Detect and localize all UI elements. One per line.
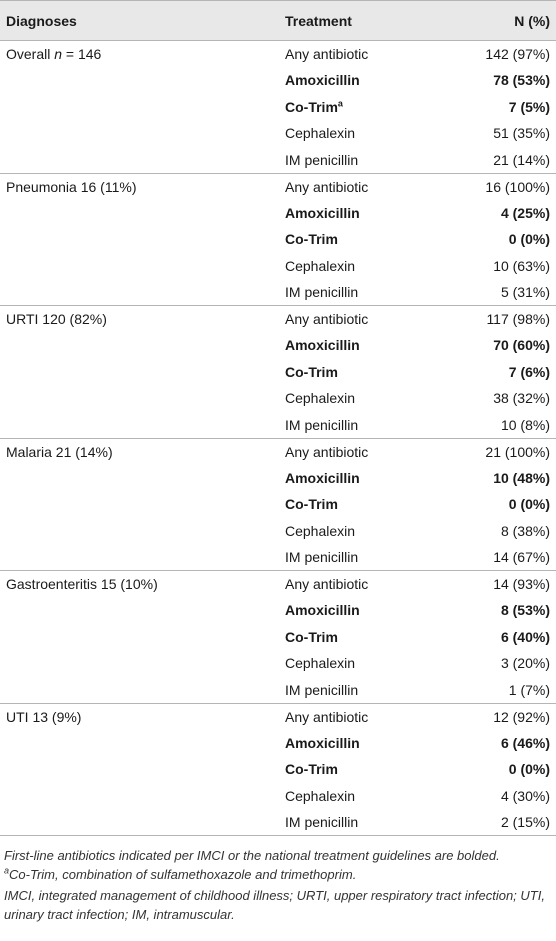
- table-row: [0, 518, 556, 545]
- count-percent-cell: 117 (98%): [486, 311, 550, 327]
- table-row: [0, 173, 556, 200]
- treatment-cell: [279, 465, 454, 492]
- treatment-cell: [279, 809, 454, 836]
- diagnosis-cell: [0, 809, 279, 836]
- treatment-cell: [279, 94, 454, 121]
- diagnosis-cell: [0, 465, 279, 492]
- diagnosis-cell: [0, 571, 279, 598]
- count-percent-cell: 4 (30%): [500, 787, 550, 804]
- table-row: [0, 650, 556, 677]
- treatment-label: IM penicillin: [285, 284, 359, 300]
- treatment-label: Cephalexin: [285, 787, 356, 804]
- treatment-label: Amoxicillin: [285, 337, 360, 354]
- table-row: [0, 41, 556, 68]
- treatment-cell: [279, 173, 454, 200]
- count-percent-cell: 10 (48%): [493, 469, 550, 486]
- treatment-label: Co-Trim: [285, 231, 338, 248]
- table-row: [0, 597, 556, 624]
- treatment-cell: [279, 650, 454, 677]
- count-percent-cell: 14 (67%): [454, 544, 556, 571]
- treatment-cell: [279, 226, 454, 253]
- count-percent-cell: 14 (93%): [493, 576, 550, 592]
- count-percent-cell: 7 (5%): [508, 98, 550, 115]
- diagnosis-cell: [0, 279, 279, 306]
- treatment-label: Any antibiotic: [285, 576, 369, 592]
- treatment-label: Amoxicillin: [285, 734, 360, 751]
- count-percent-cell: 4 (25%): [500, 204, 550, 221]
- table-row: [0, 253, 556, 280]
- count-percent-cell: 21 (100%): [485, 443, 550, 460]
- footnote-co-trim-marker: a: [4, 865, 10, 876]
- count-percent-cell: 6 (40%): [500, 628, 550, 645]
- treatment-label: Cephalexin: [285, 125, 356, 142]
- treatment-cell: [279, 41, 454, 68]
- table-row: [0, 438, 556, 465]
- count-percent-cell: 8 (38%): [500, 522, 550, 539]
- diagnosis-cell: [0, 677, 279, 704]
- count-percent-cell: 3 (20%): [500, 655, 550, 672]
- header-n-percent: N (%): [454, 1, 556, 41]
- treatment-label: Any antibiotic: [285, 443, 369, 460]
- treatment-cell: [279, 306, 454, 333]
- treatment-cell: [279, 677, 454, 704]
- treatment-label: Any antibiotic: [285, 708, 369, 725]
- table-header: [0, 1, 556, 41]
- footnote-co-trim: [4, 865, 550, 884]
- treatment-cell: [279, 571, 454, 598]
- count-percent-cell: 38 (32%): [493, 390, 550, 407]
- count-percent-cell: 70 (60%): [493, 337, 550, 354]
- table-row: [0, 67, 556, 94]
- treatment-label: IM penicillin: [285, 549, 359, 565]
- footnote-bold-note: First-line antibiotics indicated per IMCI or the national treatment guidelines are bolded.: [4, 848, 500, 863]
- diagnosis-cell: [0, 173, 279, 200]
- count-percent-cell: 6 (46%): [500, 734, 550, 751]
- table-row: [0, 94, 556, 121]
- treatment-cell: [279, 200, 454, 227]
- diagnosis-cell: [0, 67, 279, 94]
- diagnosis-cell: [0, 597, 279, 624]
- count-percent-cell: 0 (0%): [508, 761, 550, 778]
- treatment-label: IM penicillin: [285, 814, 359, 830]
- footnote-marker: a: [337, 98, 343, 109]
- diagnosis-cell: [0, 147, 279, 174]
- table-row: [0, 226, 556, 253]
- count-percent-cell: 2 (15%): [454, 809, 556, 836]
- header-row: [0, 1, 556, 41]
- diagnosis-cell: [0, 756, 279, 783]
- treatment-label: Any antibiotic: [285, 46, 369, 62]
- diagnosis-cell: [0, 783, 279, 810]
- count-percent-cell: 78 (53%): [493, 72, 550, 89]
- count-percent-cell: 10 (8%): [454, 412, 556, 439]
- treatment-label: Amoxicillin: [285, 469, 360, 486]
- diagnosis-cell: [0, 226, 279, 253]
- diagnosis-cell: [0, 650, 279, 677]
- table-footnotes: [0, 836, 556, 924]
- treatment-label: Any antibiotic: [285, 311, 369, 327]
- diagnosis-cell: [0, 730, 279, 757]
- table-row: [0, 412, 556, 439]
- diagnosis-label: Gastroenteritis 15 (10%): [6, 576, 158, 592]
- treatment-label: Amoxicillin: [285, 204, 360, 221]
- table-row: [0, 783, 556, 810]
- treatment-label: Co-Trim: [285, 761, 338, 778]
- count-percent-cell: 142 (97%): [485, 46, 550, 62]
- table-row: [0, 359, 556, 386]
- treatment-cell: [279, 438, 454, 465]
- diagnosis-cell: [0, 200, 279, 227]
- table-row: [0, 703, 556, 730]
- treatment-cell: [279, 597, 454, 624]
- table-row: [0, 491, 556, 518]
- diagnosis-label: Pneumonia 16 (11%): [6, 178, 137, 195]
- diagnosis-cell: [0, 624, 279, 651]
- table-row: [0, 571, 556, 598]
- table-row: [0, 756, 556, 783]
- table-row: [0, 809, 556, 836]
- diagnosis-cell: [0, 412, 279, 439]
- diagnosis-cell: [0, 544, 279, 571]
- diagnosis-cell: [0, 359, 279, 386]
- count-percent-cell: 5 (31%): [454, 279, 556, 306]
- diagnosis-cell: [0, 518, 279, 545]
- diagnosis-cell: [0, 703, 279, 730]
- diagnosis-cell: [0, 41, 279, 68]
- diagnosis-label: URTI 120 (82%): [6, 311, 107, 327]
- table-row: [0, 544, 556, 571]
- treatment-cell: [279, 359, 454, 386]
- table-row: [0, 120, 556, 147]
- diagnosis-cell: [0, 306, 279, 333]
- treatment-label: Cephalexin: [285, 655, 356, 672]
- count-percent-cell: 8 (53%): [500, 602, 550, 619]
- count-percent-cell: 21 (14%): [454, 147, 556, 174]
- count-percent-cell: 51 (35%): [493, 125, 550, 142]
- treatment-label: IM penicillin: [285, 681, 359, 698]
- treatment-label: Cephalexin: [285, 390, 356, 407]
- header-diagnoses: Diagnoses: [0, 1, 279, 41]
- treatment-label: Co-Trim: [285, 496, 338, 513]
- table-row: [0, 306, 556, 333]
- treatment-label: Co-Trim: [285, 628, 338, 645]
- treatment-cell: [279, 332, 454, 359]
- table-row: [0, 279, 556, 306]
- diagnosis-cell: [0, 120, 279, 147]
- table-row: [0, 677, 556, 704]
- count-percent-cell: 0 (0%): [508, 231, 550, 248]
- header-treatment: Treatment: [279, 1, 454, 41]
- treatment-label: IM penicillin: [285, 151, 359, 168]
- count-percent-cell: 10 (63%): [493, 257, 550, 274]
- treatment-cell: [279, 730, 454, 757]
- diagnosis-cell: [0, 385, 279, 412]
- treatment-label: Co-Trim: [285, 98, 338, 115]
- diagnosis-label: Overall: [6, 46, 55, 62]
- treatment-cell: [279, 385, 454, 412]
- treatment-label: Co-Trim: [285, 363, 338, 380]
- treatment-cell: [279, 518, 454, 545]
- diagnosis-label: UTI 13 (9%): [6, 708, 82, 725]
- table-row: [0, 147, 556, 174]
- treatment-cell: [279, 279, 454, 306]
- treatment-cell: [279, 147, 454, 174]
- diagnosis-n-symbol: n: [54, 46, 63, 62]
- treatment-cell: [279, 120, 454, 147]
- count-percent-cell: 16 (100%): [485, 178, 550, 195]
- table-row: [0, 385, 556, 412]
- diagnosis-cell: [0, 94, 279, 121]
- table-row: [0, 200, 556, 227]
- treatment-cell: [279, 412, 454, 439]
- treatment-cell: [279, 624, 454, 651]
- count-percent-cell: 0 (0%): [508, 496, 550, 513]
- footnote-abbreviations: IMCI, integrated management of childhood illness; URTI, upper respiratory tract infection; UTI, urinary tract infection; IM, intramuscular.: [4, 888, 545, 922]
- diagnosis-cell: [0, 438, 279, 465]
- table-row: [0, 332, 556, 359]
- table-row: [0, 730, 556, 757]
- treatment-cell: [279, 756, 454, 783]
- diagnosis-cell: [0, 491, 279, 518]
- treatment-cell: [279, 491, 454, 518]
- treatment-cell: [279, 703, 454, 730]
- count-percent-cell: 7 (6%): [508, 363, 550, 380]
- table-body: [0, 41, 556, 836]
- treatment-label: Any antibiotic: [285, 178, 369, 195]
- table-row: [0, 624, 556, 651]
- treatment-cell: [279, 783, 454, 810]
- treatment-label: Cephalexin: [285, 522, 356, 539]
- treatment-label: IM penicillin: [285, 416, 359, 433]
- treatment-label: Amoxicillin: [285, 602, 360, 619]
- diagnosis-count: = 146: [62, 46, 102, 62]
- count-percent-cell: 1 (7%): [454, 677, 556, 704]
- table-row: [0, 465, 556, 492]
- count-percent-cell: 12 (92%): [493, 708, 550, 725]
- treatment-cell: [279, 544, 454, 571]
- treatment-cell: [279, 67, 454, 94]
- treatment-label: Amoxicillin: [285, 72, 360, 89]
- diagnosis-cell: [0, 253, 279, 280]
- footnote-co-trim-text: Co-Trim, combination of sulfamethoxazole and trimethoprim.: [9, 867, 357, 882]
- diagnosis-label: Malaria 21 (14%): [6, 443, 113, 460]
- treatment-label: Cephalexin: [285, 257, 356, 274]
- treatment-cell: [279, 253, 454, 280]
- diagnosis-cell: [0, 332, 279, 359]
